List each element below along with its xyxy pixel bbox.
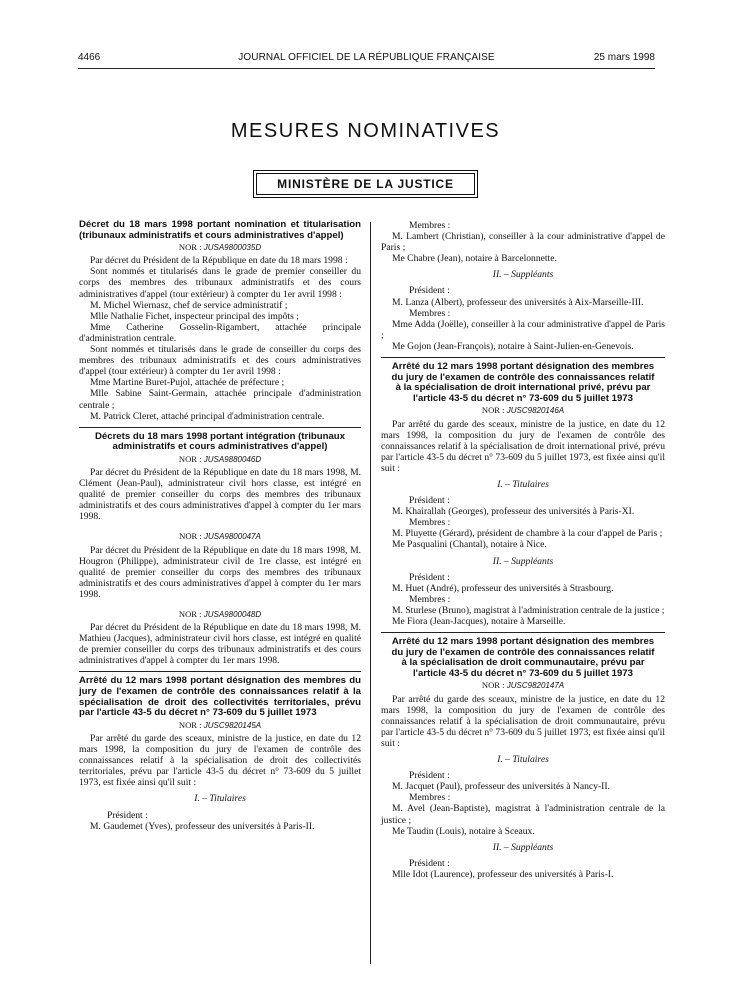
list-item: Mme Catherine Gosselin-Rigambert, attachée principale d'administration centrale. [79, 321, 361, 344]
decree-heading: Décret du 18 mars 1998 portant nomination et titularisation (tribunaux administratifs et cours administratives d'appel) [79, 219, 361, 241]
list-item: Me Gojon (Jean-François), notaire à Saint-Julien-en-Genevois. [392, 340, 634, 352]
nor-reference: NOR : JUSC9820146A [481, 405, 565, 416]
paragraph: Par décret du Président de la République en date du 18 mars 1998 : [90, 255, 348, 267]
role-label: Président : [107, 809, 148, 821]
journal-name: JOURNAL OFFICIEL DE LA RÉPUBLIQUE FRANÇAISE [238, 52, 495, 63]
paragraph: Par décret du Président de la République en date du 18 mars 1998, M. Mathieu (Jacques), administrateur civil hors classe, est intégré en qualité de premier conseiller du corps des tribunaux administratifs et des cours administratives d'appel à compter du 1er mars 1998. [79, 622, 361, 667]
list-item: Me Pasqualini (Chantal), notaire à Nice. [392, 539, 547, 551]
role-label: Président : [409, 770, 450, 782]
section-rule [79, 427, 361, 428]
role-label: Président : [409, 857, 450, 869]
header-rule [78, 68, 655, 69]
nor-reference: NOR : JUSC9820145A [178, 719, 262, 730]
paragraph: Par arrêté du garde des sceaux, ministre de la justice, en date du 12 mars 1998, la composition du jury de l'examen de contrôle des connaissances relatif à la spécialisation de droit international privé, prévu par l'article 43-5 du décret n° 73-609 du 5 juillet 1973, est fixée ainsi qu'il suit : [381, 418, 665, 474]
paragraph: Par décret du Président de la République en date du 18 mars 1998, M. Hougron (Philippe), administrateur civil de 1re classe, est intégré en qualité de premier conseiller du corps des membres des tribunaux administratifs et des cours administratives d'appel à compter du 1er mars 1998. [79, 544, 361, 600]
list-item: M. Lanza (Albert), professeur des universités à Aix-Marseille-III. [392, 296, 644, 308]
list-item: M. Sturlese (Bruno), magistrat à l'administration centrale de la justice ; [392, 604, 665, 616]
page-number: 4466 [78, 52, 101, 63]
role-label: Président : [409, 495, 450, 507]
right-column [381, 220, 665, 880]
order-heading: Arrêté du 12 mars 1998 portant désignation des membres du jury de l'examen de contrôle des connaissances relatif à la spécialisation de droit international privé, prévu par l'article 43-5 du décret n° 73-609 du 5 juillet 1973 [391, 361, 655, 404]
paragraph: Sont nommés et titularisés dans le grade de premier conseiller du corps des membres des tribunaux administratifs et des cours administratives d'appel (tour extérieur) à compter du 1er avril 1998 : [79, 266, 361, 300]
section-label: II. – Suppléants [492, 269, 554, 281]
list-item: Mme Martine Buret-Pujol, attachée de préfecture ; [90, 377, 285, 389]
role-label: Membres : [409, 307, 451, 319]
list-item: Me Fiora (Jean-Jacques), notaire à Marseille. [392, 616, 566, 627]
list-item: M. Jacquet (Paul), professeur des universités à Nancy-II. [392, 781, 610, 793]
section-label: II. – Suppléants [492, 555, 554, 567]
role-label: Membres : [409, 517, 451, 529]
paragraph: Sont nommés et titularisés dans le grade de conseiller du corps des membres des tribunaux administratifs et des cours administratives d'appel (tour extérieur) à compter du 1er avril 1998 : [79, 344, 361, 378]
list-item: Mme Adda (Joëlle), conseiller à la cour administrative d'appel de Paris ; [381, 318, 665, 341]
list-item: M. Michel Wiernasz, chef de service administratif ; [90, 299, 288, 311]
section-rule [79, 671, 361, 672]
list-item: Me Taudin (Louis), notaire à Sceaux. [392, 825, 535, 837]
nor-reference: NOR : JUSA9800035D [178, 242, 262, 253]
order-heading: Arrêté du 12 mars 1998 portant désignation des membres du jury de l'examen de contrôle des connaissances relatif à la spécialisation de droit communautaire, prévu par l'article 43-5 du décret n° 73-609 du 5 juillet 1973 [391, 636, 655, 679]
list-item: Me Chabre (Jean), notaire à Barcelonnette. [392, 253, 557, 265]
role-label: Président : [409, 285, 450, 297]
list-item: M. Khairallah (Georges), professeur des universités à Paris-XI. [392, 506, 635, 518]
order-heading: Arrêté du 12 mars 1998 portant désignation des membres du jury de l'examen de contrôle des connaissances relatif à la spécialisation de droit des collectivités territoriales, prévu par l'article 43-5 du décret n° 73-609 du 5 juillet 1973 [79, 675, 361, 719]
role-label: Président : [409, 571, 450, 583]
role-label: Membres : [409, 792, 451, 804]
issue-date: 25 mars 1998 [593, 52, 655, 63]
list-item: M. Lambert (Christian), conseiller à la cour administrative d'appel de Paris ; [381, 231, 665, 254]
paragraph: Par arrêté du garde des sceaux, ministre de la justice, en date du 12 mars 1998, la composition du jury de l'examen de contrôle des connaissances relatif à la spécialisation de droit des collectivités territoriales, prévu par l'article 43-5 du décret n° 73-609 du 5 juillet 1973, est fixée ainsi qu'il suit : [79, 732, 361, 789]
section-label: II. – Suppléants [492, 841, 554, 853]
list-item: M. Avel (Jean-Baptiste), magistrat à l'administration centrale de la justice ; [381, 803, 665, 826]
list-item: Mlle Sabine Saint-Germain, attachée principale d'administration centrale ; [79, 388, 361, 411]
decree-heading: Décrets du 18 mars 1998 portant intégration (tribunaux administratifs et cours administratives d'appel) [94, 430, 346, 453]
section-label: I. – Titulaires [497, 478, 549, 490]
section-rule [381, 357, 665, 358]
nor-reference: NOR : JUSC9820147A [481, 680, 565, 691]
role-label: Membres : [409, 593, 451, 605]
column-divider [370, 222, 371, 964]
page-title: MESURES NOMINATIVES [230, 120, 501, 142]
nor-reference: NOR : JUSA9880046D [178, 453, 262, 464]
nor-reference: NOR : JUSA9800048D [178, 609, 262, 619]
section-label: I. – Titulaires [497, 754, 549, 766]
running-header [78, 52, 655, 66]
list-item: Mlle Nathalie Fichet, inspecteur principal des impôts ; [90, 310, 299, 322]
section-label: I. – Titulaires [194, 793, 246, 805]
role-label: Membres : [409, 220, 451, 231]
section-rule [381, 632, 665, 633]
list-item: M. Gaudemet (Yves), professeur des universités à Paris-II. [90, 820, 315, 832]
list-item: M. Patrick Cleret, attaché principal d'administration centrale. [90, 410, 325, 422]
ministry-box: MINISTÈRE DE LA JUSTICE [256, 173, 475, 195]
list-item: M. Pluyette (Gérard), président de chambre à la cour d'appel de Paris ; [392, 528, 663, 540]
list-item: M. Huet (André), professeur des universités à Strasbourg. [392, 582, 614, 594]
paragraph: Par décret du Président de la République en date du 18 mars 1998, M. Clément (Jean-Paul), administrateur civil hors classe, est intégré en qualité de premier conseiller du corps des membres des tribunaux administratifs et des cours administratives d'appel à compter du 1er mars 1998. [79, 466, 361, 523]
paragraph: Par arrêté du garde des sceaux, ministre de la justice, en date du 12 mars 1998, la composition du jury de l'examen de contrôle des connaissances relatif à la spécialisation de droit communautaire, prévu par l'article 43-5 du décret n° 73-609 du 5 juillet 1973, est fixée ainsi qu'il suit : [381, 693, 665, 749]
list-item: Mlle Idot (Laurence), professeur des universités à Paris-I. [392, 868, 614, 880]
left-column [79, 220, 361, 832]
nor-reference: NOR : JUSA9800047A [179, 531, 261, 542]
